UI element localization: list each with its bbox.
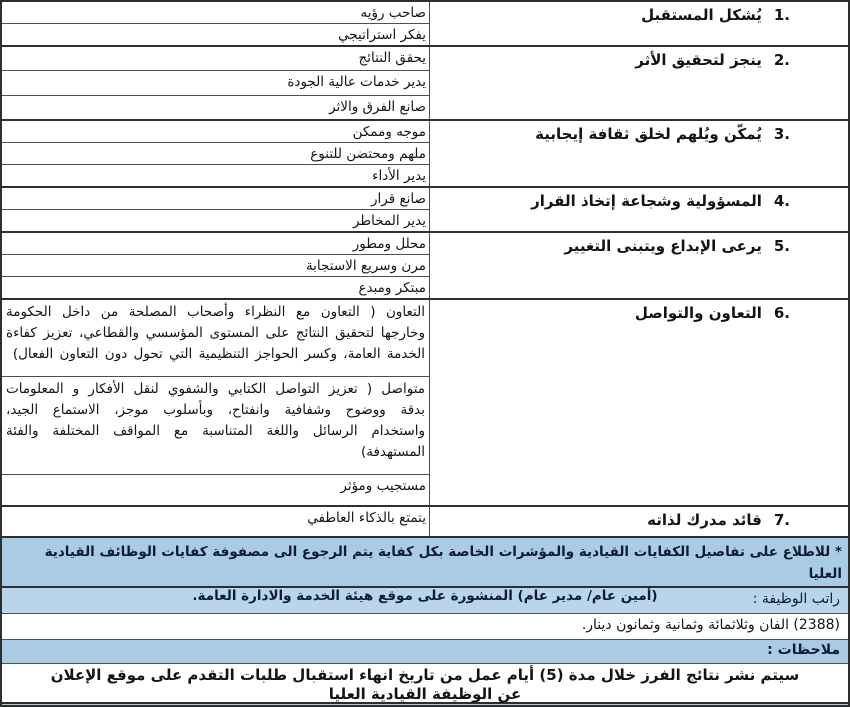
competency-item [2,210,429,231]
competency-number: 2. [773,51,790,69]
competency-title: ينجز لتحقيق الأثر [635,51,762,69]
salary-value-row [2,614,848,640]
competency-number: 3. [773,125,790,143]
competency-number: 1. [773,6,790,24]
competency-item-text: مبتكر ومبدع [358,280,426,296]
star-note-line2: (أمين عام/ مدير عام) المنشورة على موقع هيئة الخدمة والادارة العامة. [192,588,658,604]
competency-item [2,507,429,536]
competency-group [2,188,848,233]
notes-label-row [2,640,848,664]
competency-item-text: يحقق النتائج [358,50,426,66]
competency-item [2,143,429,165]
competency-items [2,47,430,119]
competency-group [2,507,848,538]
salary-value: (2388) الفان وثلاثمائة وثمانية وثمانون دينار. [581,617,840,633]
competency-item-text: متواصل ( تعزيز التواصل الكتابي والشفوي لنقل الأفكار و المعلومات بدقة ووضوح وشفافية وانفتاح، وبأسلوب موجز، الاستماع الجيد، واستخدام الرسائل واللغة المتناسبة مع المواقف المختلفة والفئة المستهدفة) [6,381,425,460]
notes-label: ملاحظات : [767,642,840,658]
competency-group [2,233,848,300]
competency-item-text: موجه وممكن [352,124,426,140]
competency-title: يُمكّن ويُلهم لخلق ثقافة إيجابية [535,125,762,143]
competency-title: يرعى الإبداع ويتبنى التغيير [564,237,762,255]
competency-item [2,47,429,71]
competency-item-text: صانع قرار [371,191,426,207]
competency-item [2,24,429,45]
competency-title: قائد مدرك لذاته [647,511,762,529]
competency-item-text: يتمتع بالذكاء العاطفي [307,510,426,526]
competency-item [2,277,429,298]
competency-item-text: يفكر استراتيجي [338,27,426,43]
competency-group-header [430,188,848,231]
notes-text-row [2,664,848,704]
competency-group-header [430,233,848,298]
competency-item [2,96,429,119]
competency-group-header [430,47,848,119]
competency-item-text: التعاون ( التعاون مع النظراء وأصحاب المصلحة من داخل الحكومة وخارجها لتحقيق النتائج على المستوى المؤسسي والقطاعي، تعزيز كفاءة الخدمة العامة، وكسر الحواجز التنظيمية التي تحول دون التعاون الفعال) [6,304,425,362]
competency-items [2,121,430,186]
competency-title: المسؤولية وشجاعة إتخاذ القرار [531,192,762,210]
competency-item-text: صانع الفرق والاثر [329,98,426,115]
competency-item [2,2,429,24]
competency-item-text: مرن وسريع الاستجابة [305,258,426,274]
competency-items [2,233,430,298]
competency-item-text: مستجيب ومؤثر [340,478,426,494]
competency-number: 7. [773,511,790,529]
competency-item [2,165,429,186]
competency-item [2,188,429,210]
competency-number: 4. [773,192,790,210]
competency-item-text: صاحب رؤيه [360,5,426,21]
competency-title: يُشكل المستقبل [641,6,762,24]
competency-items [2,2,430,45]
competency-group [2,2,848,47]
competency-item-text: يدير خدمات عالية الجودة [287,74,426,91]
salary-label: راتب الوظيفة : [752,591,840,607]
competency-item [2,255,429,277]
competency-item-text: محلل ومطور [352,236,426,252]
competency-group-header [430,2,848,45]
competency-item [2,377,429,475]
competency-items [2,188,430,231]
competency-items [2,300,430,505]
competency-item [2,121,429,143]
competency-item [2,71,429,95]
competency-group [2,300,848,507]
competency-group-header [430,507,848,536]
competency-title: التعاون والتواصل [634,304,762,322]
competency-item [2,233,429,255]
competency-items [2,507,430,536]
competency-table [2,2,848,538]
competency-group-header [430,121,848,186]
competency-group [2,121,848,188]
competency-number: 6. [773,304,790,322]
competency-item [2,300,429,377]
competency-item-text: ملهم ومحتضن للتنوع [310,146,426,162]
competency-number: 5. [773,237,790,255]
notes-text: سيتم نشر نتائج الفرز خلال مدة (5) أيام عمل من تاريخ انهاء استقبال طلبات التقدم على موقع الإعلان عن الوظيفة القيادية العليا [50,666,800,703]
competency-item-text: يدير المخاطر [352,213,426,229]
competency-group [2,47,848,121]
competency-item [2,475,429,505]
competency-item-text: يدير الأداء [372,168,426,184]
competency-group-header [430,300,848,505]
star-note-line1: * للاطلاع على تفاصيل الكفايات القيادية والمؤشرات الخاصة بكل كفاية يتم الرجوع الى مصفوفة كفايات الوظائف القيادية العليا [44,544,842,582]
